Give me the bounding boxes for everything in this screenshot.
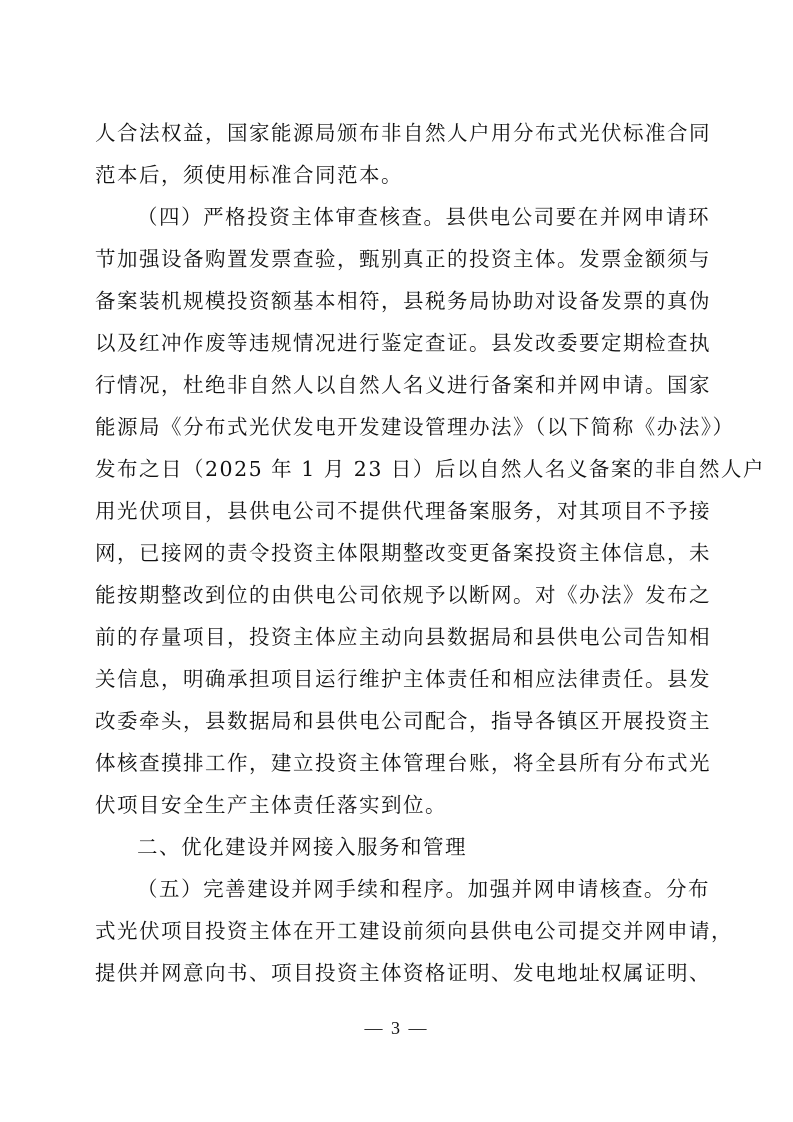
- paragraph-line: 式光伏项目投资主体在开工建设前须向县供电公司提交并网申请，: [95, 919, 733, 943]
- paragraph-line: 体核查摸排工作，建立投资主体管理台账，将全县所有分布式光: [95, 751, 711, 775]
- body-text: [95, 112, 765, 994]
- section-four-line: （四）严格投资主体审查核查。县供电公司要在并网申请环: [137, 205, 710, 229]
- paragraph-line: 伏项目安全生产主体责任落实到位。: [95, 793, 447, 817]
- paragraph-line: 发布之日（2025 年 1 月 23 日）后以自然人名义备案的非自然人户: [95, 457, 765, 481]
- paragraph-line: 备案装机规模投资额基本相符，县税务局协助对设备发票的真伪: [95, 289, 711, 313]
- paragraph-line: 人合法权益，国家能源局颁布非自然人户用分布式光伏标准合同: [95, 121, 711, 145]
- paragraph-line: 前的存量项目，投资主体应主动向县数据局和县供电公司告知相: [95, 625, 711, 649]
- paragraph-line: 提供并网意向书、项目投资主体资格证明、发电地址权属证明、: [95, 961, 711, 985]
- paragraph-line: 以及红冲作废等违规情况进行鉴定查证。县发改委要定期检查执: [95, 331, 711, 355]
- paragraph-line: 改委牵头，县数据局和县供电公司配合，指导各镇区开展投资主: [95, 709, 711, 733]
- paragraph-line: 关信息，明确承担项目运行维护主体责任和相应法律责任。县发: [95, 667, 711, 691]
- page-number: — 3 —: [364, 1018, 429, 1038]
- paragraph-line: 行情况，杜绝非自然人以自然人名义进行备案和并网申请。国家: [95, 373, 711, 397]
- paragraph-line: 能按期整改到位的由供电公司依规予以断网。对《办法》发布之: [95, 583, 711, 607]
- paragraph-line: 能源局《分布式光伏发电开发建设管理办法》（以下简称《办法》）: [95, 415, 735, 439]
- section-heading: 二、优化建设并网接入服务和管理: [137, 835, 467, 859]
- paragraph-line: 节加强设备购置发票查验，甄别真正的投资主体。发票金额须与: [95, 247, 711, 271]
- section-five-line: （五）完善建设并网手续和程序。加强并网申请核查。分布: [137, 877, 710, 901]
- paragraph-line: 网，已接网的责令投资主体限期整改变更备案投资主体信息，未: [95, 541, 711, 565]
- paragraph-line: 范本后，须使用标准合同范本。: [95, 163, 403, 187]
- paragraph-line: 用光伏项目，县供电公司不提供代理备案服务，对其项目不予接: [95, 499, 711, 523]
